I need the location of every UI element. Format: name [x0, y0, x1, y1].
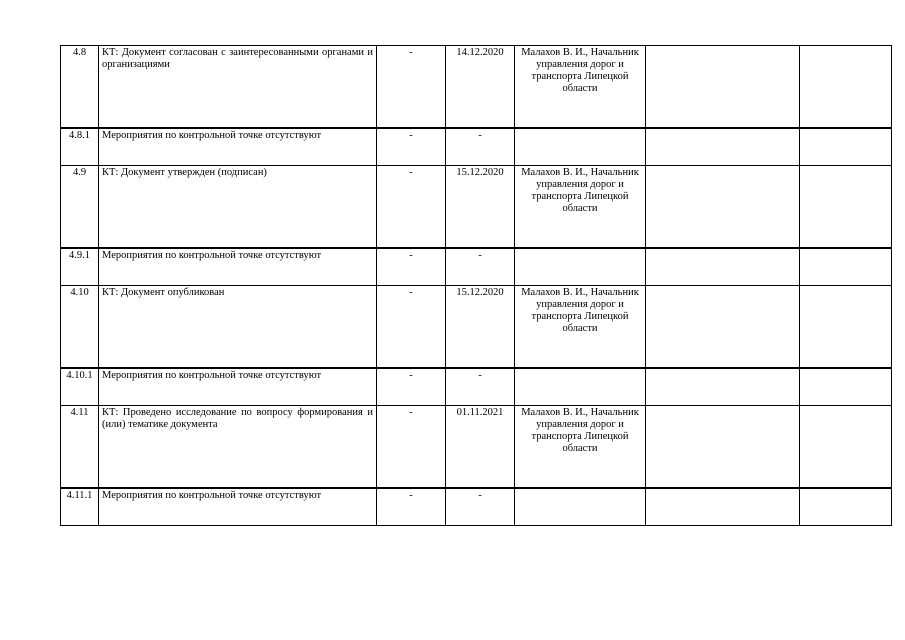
- row-responsible: Малахов В. И., Начальник управления дорог и транспорта Липецкой области: [515, 166, 646, 248]
- row-col3: -: [377, 368, 446, 406]
- row-responsible: Малахов В. И., Начальник управления дорог и транспорта Липецкой области: [515, 406, 646, 488]
- row-col6: [646, 286, 800, 368]
- row-number: 4.10.1: [61, 368, 99, 406]
- row-responsible: Малахов В. И., Начальник управления дорог и транспорта Липецкой области: [515, 286, 646, 368]
- table-row: [61, 128, 892, 166]
- row-col3: -: [377, 166, 446, 248]
- row-description: КТ: Документ опубликован: [99, 286, 377, 368]
- row-number: 4.11: [61, 406, 99, 488]
- row-number: 4.8: [61, 46, 99, 128]
- row-col6: [646, 46, 800, 128]
- row-col7: [800, 166, 892, 248]
- row-col6: [646, 166, 800, 248]
- row-date: -: [446, 368, 515, 406]
- row-col7: [800, 368, 892, 406]
- row-description: Мероприятия по контрольной точке отсутствуют: [99, 488, 377, 526]
- row-number: 4.11.1: [61, 488, 99, 526]
- row-col3: -: [377, 406, 446, 488]
- row-description: Мероприятия по контрольной точке отсутствуют: [99, 368, 377, 406]
- row-date: 01.11.2021: [446, 406, 515, 488]
- row-date: 14.12.2020: [446, 46, 515, 128]
- table-row: [61, 46, 892, 128]
- row-date: -: [446, 488, 515, 526]
- row-col6: [646, 248, 800, 286]
- row-responsible: [515, 128, 646, 166]
- table-row: [61, 406, 892, 488]
- table-row: [61, 166, 892, 248]
- row-col3: -: [377, 286, 446, 368]
- table-row: [61, 368, 892, 406]
- row-date: -: [446, 248, 515, 286]
- row-number: 4.9: [61, 166, 99, 248]
- row-responsible: [515, 488, 646, 526]
- row-col6: [646, 368, 800, 406]
- table-row: [61, 286, 892, 368]
- row-col3: -: [377, 46, 446, 128]
- row-number: 4.10: [61, 286, 99, 368]
- row-description: КТ: Документ утвержден (подписан): [99, 166, 377, 248]
- row-responsible: [515, 248, 646, 286]
- row-description: Мероприятия по контрольной точке отсутствуют: [99, 248, 377, 286]
- row-col3: -: [377, 488, 446, 526]
- row-col7: [800, 128, 892, 166]
- row-description: Мероприятия по контрольной точке отсутствуют: [99, 128, 377, 166]
- row-col7: [800, 248, 892, 286]
- row-date: 15.12.2020: [446, 166, 515, 248]
- row-date: -: [446, 128, 515, 166]
- row-responsible: Малахов В. И., Начальник управления дорог и транспорта Липецкой области: [515, 46, 646, 128]
- row-col7: [800, 286, 892, 368]
- row-responsible: [515, 368, 646, 406]
- schedule-table: [60, 45, 892, 526]
- row-description: КТ: Проведено исследование по вопросу формирования и (или) тематике документа: [99, 406, 377, 488]
- row-description: КТ: Документ согласован с заинтересованными органами и организациями: [99, 46, 377, 128]
- row-col6: [646, 406, 800, 488]
- row-col7: [800, 488, 892, 526]
- row-col6: [646, 488, 800, 526]
- row-col7: [800, 406, 892, 488]
- row-date: 15.12.2020: [446, 286, 515, 368]
- row-col7: [800, 46, 892, 128]
- row-number: 4.8.1: [61, 128, 99, 166]
- table-row: [61, 248, 892, 286]
- row-col3: -: [377, 248, 446, 286]
- row-number: 4.9.1: [61, 248, 99, 286]
- table-row: [61, 488, 892, 526]
- row-col3: -: [377, 128, 446, 166]
- row-col6: [646, 128, 800, 166]
